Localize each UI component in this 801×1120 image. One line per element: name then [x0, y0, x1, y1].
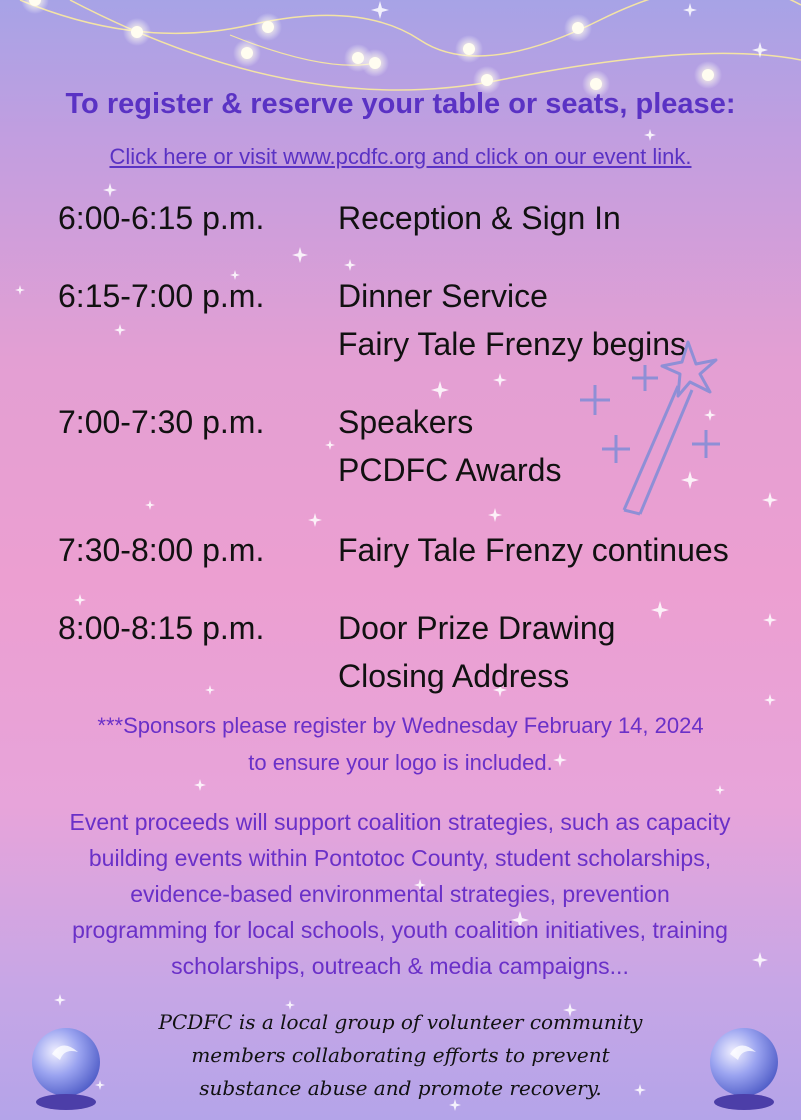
- light-bulb-icon: [481, 74, 493, 86]
- light-bulb-icon: [262, 21, 274, 33]
- sparkle-icon: [371, 1, 389, 19]
- crystal-ball-icon: [26, 1024, 106, 1112]
- sparkle-icon: [114, 324, 126, 336]
- schedule-time: 7:30-8:00 p.m.: [58, 532, 265, 568]
- proceeds-line-3: evidence-based environmental strategies, prevention: [130, 881, 670, 907]
- sparkle-icon: [715, 785, 725, 795]
- schedule-activity: Door Prize Drawing: [338, 610, 616, 646]
- sparkle-icon: [15, 285, 25, 295]
- sparkle-icon: [762, 492, 778, 508]
- sponsor-note: [0, 707, 801, 781]
- mission-line-3: substance abuse and promote recovery.: [199, 1076, 602, 1100]
- sparkle-icon: [431, 381, 449, 399]
- sparkle-icon: [644, 129, 656, 141]
- magic-wand-icon: [570, 330, 730, 530]
- schedule-activity: Fairy Tale Frenzy continues: [338, 532, 729, 568]
- schedule-activity: Fairy Tale Frenzy begins: [338, 326, 686, 362]
- schedule-time: 8:00-8:15 p.m.: [58, 610, 265, 646]
- proceeds-paragraph: [14, 804, 786, 984]
- light-bulb-icon: [702, 69, 714, 81]
- sparkle-icon: [308, 513, 322, 527]
- sparkle-icon: [54, 994, 66, 1006]
- sparkle-icon: [145, 500, 155, 510]
- schedule-time: 7:00-7:30 p.m.: [58, 404, 265, 440]
- sparkle-icon: [292, 247, 308, 263]
- registration-link[interactable]: Click here or visit www.pcdfc.org and click on our event link.: [109, 144, 692, 169]
- schedule-activity: Closing Address: [338, 658, 570, 694]
- sparkle-icon: [205, 685, 215, 695]
- sparkle-icon: [103, 183, 117, 197]
- proceeds-line-4: programming for local schools, youth coalition initiatives, training: [72, 917, 728, 943]
- light-bulb-icon: [572, 22, 584, 34]
- sparkle-icon: [493, 373, 507, 387]
- light-bulb-icon: [241, 47, 253, 59]
- schedule-activity: PCDFC Awards: [338, 452, 562, 488]
- mission-line-2: members collaborating efforts to prevent: [191, 1043, 610, 1067]
- sparkle-icon: [651, 601, 669, 619]
- light-bulb-icon: [369, 57, 381, 69]
- sparkle-icon: [683, 3, 697, 17]
- sparkle-icon: [488, 508, 502, 522]
- proceeds-line-5: scholarships, outreach & media campaigns...: [171, 953, 629, 979]
- sparkle-icon: [344, 259, 356, 271]
- sponsor-note-line-2: to ensure your logo is included.: [248, 750, 553, 775]
- sparkle-icon: [325, 440, 335, 450]
- schedule-activity: Reception & Sign In: [338, 200, 621, 236]
- mission-statement: [0, 1006, 801, 1105]
- schedule-time: 6:00-6:15 p.m.: [58, 200, 265, 236]
- mission-line-1: PCDFC is a local group of volunteer community: [158, 1010, 643, 1034]
- proceeds-line-1: Event proceeds will support coalition strategies, such as capacity: [69, 809, 731, 835]
- light-bulb-icon: [131, 26, 143, 38]
- schedule-time: 6:15-7:00 p.m.: [58, 278, 265, 314]
- sparkle-icon: [763, 613, 777, 627]
- sponsor-note-line-1: ***Sponsors please register by Wednesday February 14, 2024: [97, 713, 704, 738]
- schedule-activity: Speakers: [338, 404, 474, 440]
- proceeds-line-2: building events within Pontotoc County, student scholarships,: [88, 845, 712, 871]
- registration-heading: To register & reserve your table or seats, please:: [65, 88, 736, 120]
- crystal-ball-icon: [704, 1024, 784, 1112]
- sparkle-icon: [74, 594, 86, 606]
- sparkle-icon: [764, 694, 776, 706]
- schedule-activity: Dinner Service: [338, 278, 548, 314]
- light-bulb-icon: [463, 43, 475, 55]
